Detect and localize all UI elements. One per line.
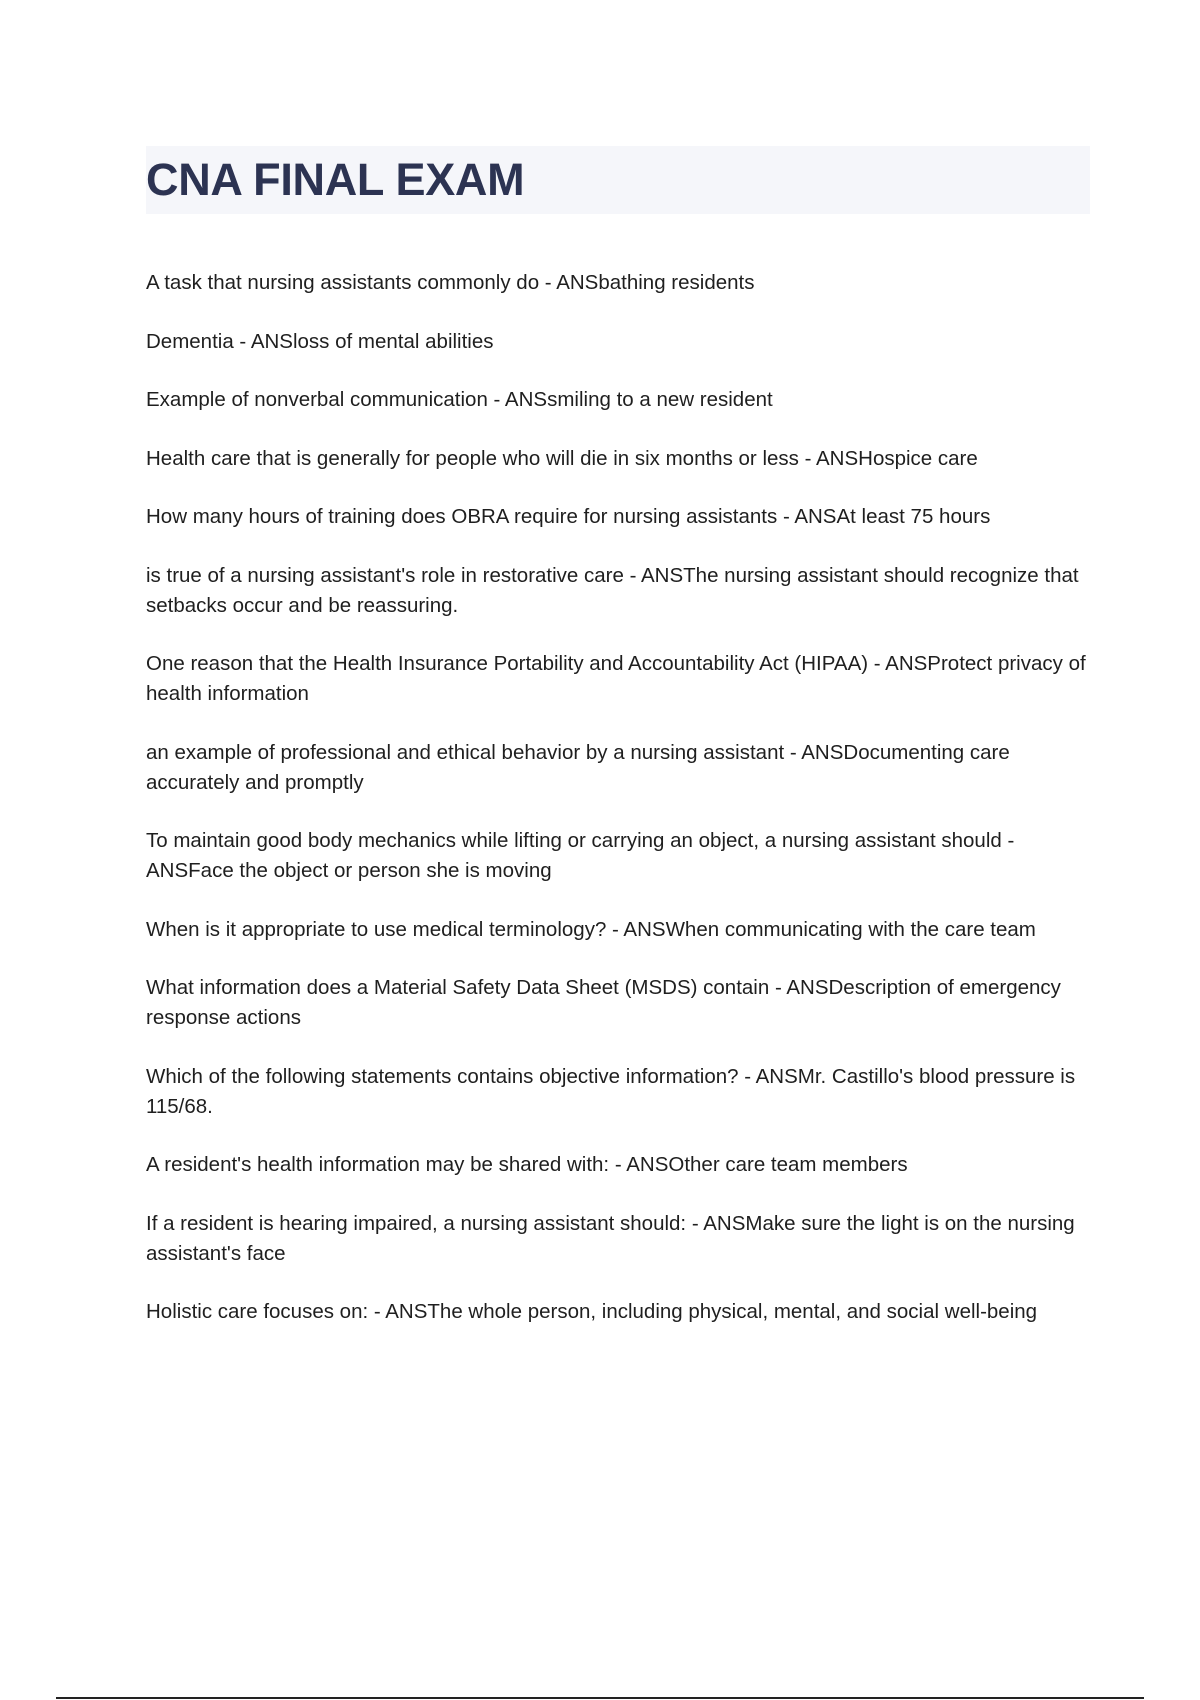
qa-item: [146, 738, 1096, 798]
qa-text: One reason that the Health Insurance Portability and Accountability Act (HIPAA) - ANSProtect privacy of health information: [146, 652, 1086, 705]
qa-list: [146, 268, 1096, 1356]
qa-text: How many hours of training does OBRA require for nursing assistants - ANSAt least 75 hours: [146, 505, 991, 528]
qa-item: [146, 649, 1096, 709]
document-title: CNA FINAL EXAM: [146, 154, 525, 205]
qa-text: What information does a Material Safety Data Sheet (MSDS) contain - ANSDescription of emergency response actions: [146, 976, 1061, 1029]
qa-text: When is it appropriate to use medical terminology? - ANSWhen communicating with the care team: [146, 917, 1036, 941]
qa-text: Which of the following statements contains objective information? - ANSMr. Castillo's blood pressure is 115/68.: [146, 1064, 1076, 1118]
qa-text: A resident's health information may be shared with: - ANSOther care team members: [146, 1153, 908, 1176]
qa-text: To maintain good body mechanics while lifting or carrying an object, a nursing assistant should - ANSFace the object or person she is moving: [146, 829, 1015, 882]
qa-item: [146, 826, 1096, 886]
footer-rule: [56, 1697, 1144, 1699]
qa-item: [146, 1062, 1096, 1122]
qa-item: [146, 268, 1096, 298]
qa-text: is true of a nursing assistant's role in restorative care - ANSThe nursing assistant should recognize that setbacks occur and be reassuring.: [146, 563, 1079, 617]
qa-text: an example of professional and ethical behavior by a nursing assistant - ANSDocumenting care accurately and promptly: [146, 740, 1010, 794]
qa-item: [146, 444, 1096, 474]
qa-item: [146, 915, 1096, 945]
title-band: [146, 146, 1090, 214]
qa-text: A task that nursing assistants commonly do - ANSbathing residents: [146, 271, 755, 294]
qa-item: [146, 1150, 1096, 1180]
qa-text: If a resident is hearing impaired, a nursing assistant should: - ANSMake sure the light is on the nursing assistant's face: [146, 1211, 1075, 1265]
qa-item: [146, 1209, 1096, 1269]
qa-text: Dementia - ANSloss of mental abilities: [146, 329, 494, 353]
qa-item: [146, 385, 1096, 415]
qa-item: [146, 973, 1096, 1033]
qa-item: [146, 561, 1096, 621]
qa-text: Holistic care focuses on: - ANSThe whole person, including physical, mental, and social well-being: [146, 1300, 1038, 1323]
qa-item: [146, 327, 1096, 357]
qa-text: Health care that is generally for people who will die in six months or less - ANSHospice care: [146, 446, 978, 470]
qa-text: Example of nonverbal communication - ANSsmiling to a new resident: [146, 388, 773, 411]
qa-item: [146, 502, 1096, 532]
qa-item: [146, 1297, 1096, 1327]
